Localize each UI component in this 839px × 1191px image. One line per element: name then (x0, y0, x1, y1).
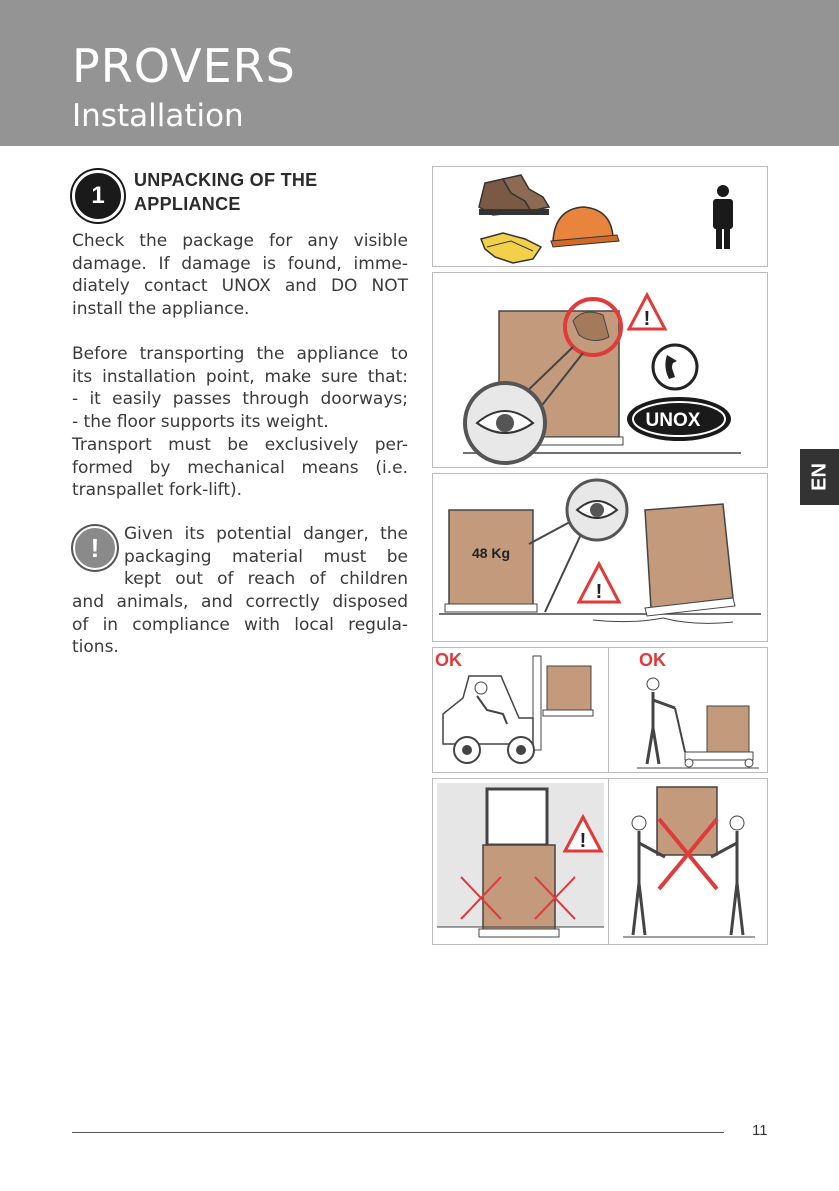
text-line: Before transporting the appliance to (72, 344, 408, 364)
warning-triangle-icon (629, 295, 665, 330)
eye-icon (465, 383, 545, 463)
text-line: diately contact UNOX and DO NOT (72, 276, 408, 297)
language-tab (800, 449, 839, 505)
text-line: of in compliance with local regula- (72, 614, 408, 635)
section-title (134, 168, 394, 216)
text-line: kept out of reach of children (124, 569, 408, 590)
language-label: EN (808, 463, 830, 491)
text-line: - the floor supports its weight. (72, 412, 329, 433)
figure-forklift-ok (432, 647, 609, 773)
gloves-icon (481, 233, 541, 263)
footer-divider (72, 1132, 724, 1133)
ok-label: OK (435, 650, 462, 670)
figure-transpallet-ok (608, 647, 768, 773)
warning-triangle-icon (579, 564, 619, 603)
text-line: install the appliance. (72, 299, 250, 320)
svg-text:!: ! (595, 581, 603, 603)
warning-text (72, 591, 408, 659)
boots-icon (479, 175, 549, 215)
text-line: - it easily passes through doorways; (72, 389, 408, 410)
page-number: 11 (752, 1122, 768, 1139)
ok-label: OK (639, 650, 666, 670)
eye-icon (567, 480, 627, 540)
helmet-icon (551, 207, 619, 247)
text-line: packaging material must be (124, 546, 408, 567)
step-number-badge: 1 (72, 170, 124, 222)
section-title-line1: UNPACKING OF THE (134, 170, 318, 190)
text-line: and animals, and correctly disposed (72, 592, 408, 612)
weight-label: 48 Kg (471, 545, 511, 561)
warning-text-indented (124, 523, 408, 591)
text-line: transpallet fork-lift). (72, 480, 243, 501)
brand-label: UNOX (645, 410, 701, 431)
figure-weight-floor (432, 473, 768, 642)
page-header (0, 0, 839, 146)
page-title: PROVERS (72, 39, 296, 93)
text-line: Transport must be exclusively per- (72, 434, 408, 455)
text-line: formed by mechanical means (i.e. (72, 457, 408, 478)
text-line: Check the package for any visible (72, 231, 408, 251)
text-line: damage. If damage is found, imme- (72, 253, 408, 274)
text-line: tions. (72, 637, 119, 658)
page-subtitle: Installation (72, 98, 244, 134)
figure-doorway-forbidden (432, 778, 609, 945)
figure-protective-equipment (432, 166, 768, 267)
paragraph-damage-check (72, 230, 408, 321)
section-title-line2: APPLIANCE (134, 194, 241, 214)
person-icon (713, 185, 733, 249)
unox-logo (627, 397, 731, 441)
figure-manual-carry-forbidden (608, 778, 768, 945)
svg-text:!: ! (579, 830, 587, 852)
figure-damaged-package (432, 272, 768, 468)
exclamation-icon: ! (73, 526, 117, 570)
text-line: its installation point, make sure that: (72, 366, 408, 387)
svg-text:!: ! (643, 308, 651, 330)
text-line: Given its potential danger, the (124, 524, 408, 544)
phone-icon (653, 345, 697, 389)
paragraph-transport (72, 343, 408, 502)
